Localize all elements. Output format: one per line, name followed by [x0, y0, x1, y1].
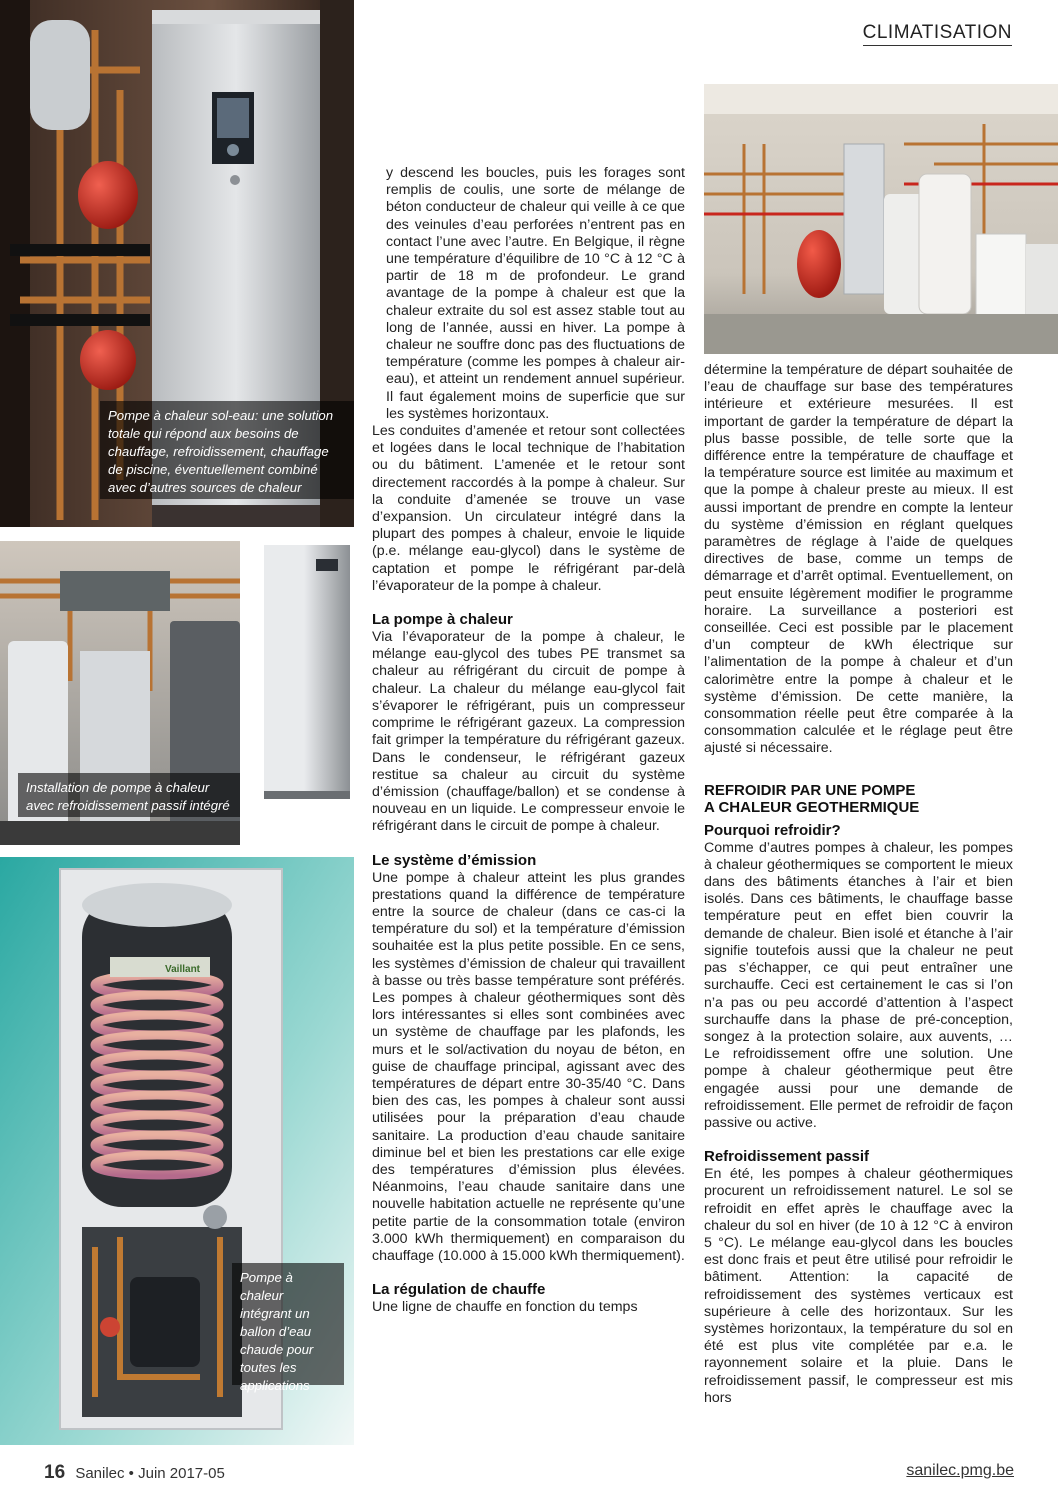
photo2-caption: Installation de pompe à chaleur avec refroidissement passif intégré	[18, 773, 240, 817]
heading-pourquoi-refroidir: Pourquoi refroidir?	[704, 821, 841, 839]
heat-pump-unit-illustration	[258, 541, 354, 805]
footer-site-link[interactable]: sanilec.pmg.be	[906, 1462, 1014, 1479]
col1-paragraph-conduites: Les conduites d’amenée et retour sont collectées et logées dans le local technique de l’habitation ou du bâtiment. L’amenée et le retour sont directement raccordés à la pompe à chaleur. Sur la conduite d’amenée se trouve un vase d’expansion. Un circulateur intégré dans la plupart des pompes à chaleur, envoie le liquide (p.e. mélange eau-glycol) dans le système de captation et pompe le réfrigérant par-delà l’évaporateur de la pompe à chaleur.	[372, 423, 685, 594]
heading-refroidir-line1: REFROIDIR PAR UNE POMPE	[704, 781, 916, 799]
heading-regulation: La régulation de chauffe	[372, 1281, 546, 1299]
col1-paragraph-regulation: Une ligne de chauffe en fonction du temps	[372, 1299, 638, 1316]
photo1-caption: Pompe à chaleur sol-eau: une solution totale qui répond aux besoins de chauffage, refroidissement, chauffage de piscine, éventuellement combiné avec d’autres sources de chaleur	[100, 401, 354, 499]
article-column-1	[372, 165, 685, 1316]
photo-installation-passive-cooling	[0, 541, 240, 845]
photo-heat-pump-integrated-tank	[0, 857, 354, 1445]
col2-paragraph-regulation: détermine la température de départ souhaitée de l’eau de chauffage sur base des températures intérieure et extérieure mesurées. Il est important de garder la température de départ la plus basse possible, de telle sorte que la différence entre la température de chauffage et la température source est limitée au maximum et que la pompe à chaleur preste au mieux. Il est aussi important de prendre en compte la lenteur du système d’émission en réglant quelques paramètres de réglage à l’aide de quelques directives de base, comme un temps de démarrage et d’arrêt optimal. Eventuellement, on peut ensuite légèrement modifier le programme horaire. La surveillance a posteriori est conseillée. Ceci est possible par le placement d’un compteur de kWh électrique sur l’alimentation de la pompe à chaleur et d’un calorimètre entre la pompe à chaleur et le système d’émission. De cette manière, la consommation réelle peut être comparée à la consommation calculée et le réglage peut être ajusté si nécessaire.	[704, 362, 1013, 757]
technical-room-illustration	[704, 84, 1058, 354]
heading-refroidir-line2: A CHALEUR GEOTHERMIQUE	[704, 798, 920, 816]
col2-paragraph-passif: En été, les pompes à chaleur géothermiques procurent un refroidissement naturel. Le sol se refroidit en effet après le chauffage avec la chaleur du sol en hiver (de 10 à 12 °C à environ 5 °C). Le mélange eau-glycol dans les boucles est donc frais et peut être utilisé pour refroidir le bâtiment. Attention: la capacité de refroidissement des systèmes verticaux est supérieure à celle des horizontaux. Sur les systèmes horizontaux, la température du sol en été est plus vite complétée par e.a. le rayonnement solaire et la pluie. Dans le refroidissement passif, le compresseur est mis hors	[704, 1166, 1013, 1406]
col1-intro: y descend les boucles, puis les forages sont remplis de coulis, une sorte de mélange de béton conducteur de chaleur qui veille à ce que des veinules d’eau perforées n’entrent pas en contact l’une avec l’autre. En Belgique, il règne une température d’équilibre de 10 °C à 12 °C à partir de 18 m de profondeur. Le grand avantage de la pompe à chaleur est que la chaleur extraite du sol est assez stable tout au long de l’année, aussi en hiver. La pompe à chaleur ne souffre donc pas des fluctuations de température (comme les pompes à chaleur air-eau), et atteint un rendement annuel supérieur. Il faut également moins de superficie que sur les systèmes horizontaux.	[386, 165, 685, 422]
photo3-caption: Pompe à chaleur intégrant un ballon d’eau chaude pour toutes les applications	[232, 1263, 344, 1385]
col1-paragraph-emission: Une pompe à chaleur atteint les plus grandes prestations quand la différence de température entre la source de chaleur (dans ce cas-ci la température du sol) et la température d’émission souhaitée est la plus petite possible. En ce sens, les systèmes d’émission de chaleur qui travaillent à basse ou très basse température sont préférés. Les pompes à chaleur géothermiques sont dès lors intéressantes si elles sont combinées avec un système de chauffage par les plafonds, les murs et le sol/activation du noyau de béton, en guise de chauffage principal, agissant avec des températures de départ entre 30-35/40 °C. Dans bien des cas, les pompes à chaleur sont aussi utilisées pour la préparation d’eau chaude sanitaire. La production d’eau chaude sanitaire diminue bel et bien les prestations car elle exige des températures d’émission plus élevées. Néanmoins, l’eau chaude sanitaire dans une nouvelle habitation actuelle ne représente qu’une petite partie de la consommation totale (environ 3.000 kWh thermiquement) en comparaison du chauffage (10.000 à 15.000 kWh thermiquement).	[372, 869, 685, 1264]
section-tag: CLIMATISATION	[863, 22, 1012, 46]
heading-refroidissement-passif: Refroidissement passif	[704, 1148, 870, 1166]
page-number: 16	[44, 1462, 66, 1483]
col2-paragraph-pourquoi: Comme d’autres pompes à chaleur, les pompes à chaleur géothermiques se comportent le mieux dans des bâtiments étanches à l’air et bien isolés. Dans ces bâtiments, le chauffage basse température peut en effet bien couvrir la demande de chaleur. Bien isolé et étanche à l’air signifie toutefois aussi que la chaleur ne peut pas s’échapper, ce qui peut entraîner une surchauffe. Ceci est certainement le cas si l’on n’a pas ou peu accordé d’attention à l’aspect surchauffe dans la phase de pré-conception, songez à la protection solaire, aux auvents, … Le refroidissement offre une solution. Une pompe à chaleur géothermique peut être engagée aussi pour une demande de refroidissement. Elle permet de refroidir de façon passive ou active.	[704, 839, 1013, 1131]
photo-technical-room	[704, 84, 1058, 354]
publication-info: Sanilec • Juin 2017-05	[75, 1465, 225, 1482]
heading-systeme-emission: Le système d’émission	[372, 851, 537, 869]
photo-heat-pump-sol-eau	[0, 0, 354, 527]
heading-refroidir	[704, 782, 1013, 816]
article-column-2	[704, 362, 1013, 1407]
photo-heat-pump-unit	[258, 541, 354, 805]
heading-pompe-a-chaleur: La pompe à chaleur	[372, 611, 513, 629]
col1-paragraph-pompe: Via l’évaporateur de la pompe à chaleur, le mélange eau-glycol des tubes PE transmet sa chaleur au réfrigérant du circuit de pompe à chaleur. La chaleur du mélange eau-glycol fait s’évaporer le réfrigérant, puis un compresseur comprime le réfrigérant gazeux. La compression fait grimper la température du réfrigérant gazeux. Dans le condenseur, le réfrigérant gazeux restitue sa chaleur au circuit du système d’émission (chauffage/ballon) et se condense à nouveau en un liquide. Le compresseur envoie le réfrigérant dans le circuit de pompe à chaleur.	[372, 629, 685, 835]
footer-left	[44, 1462, 225, 1484]
brand-label: Vaillant	[165, 964, 201, 975]
